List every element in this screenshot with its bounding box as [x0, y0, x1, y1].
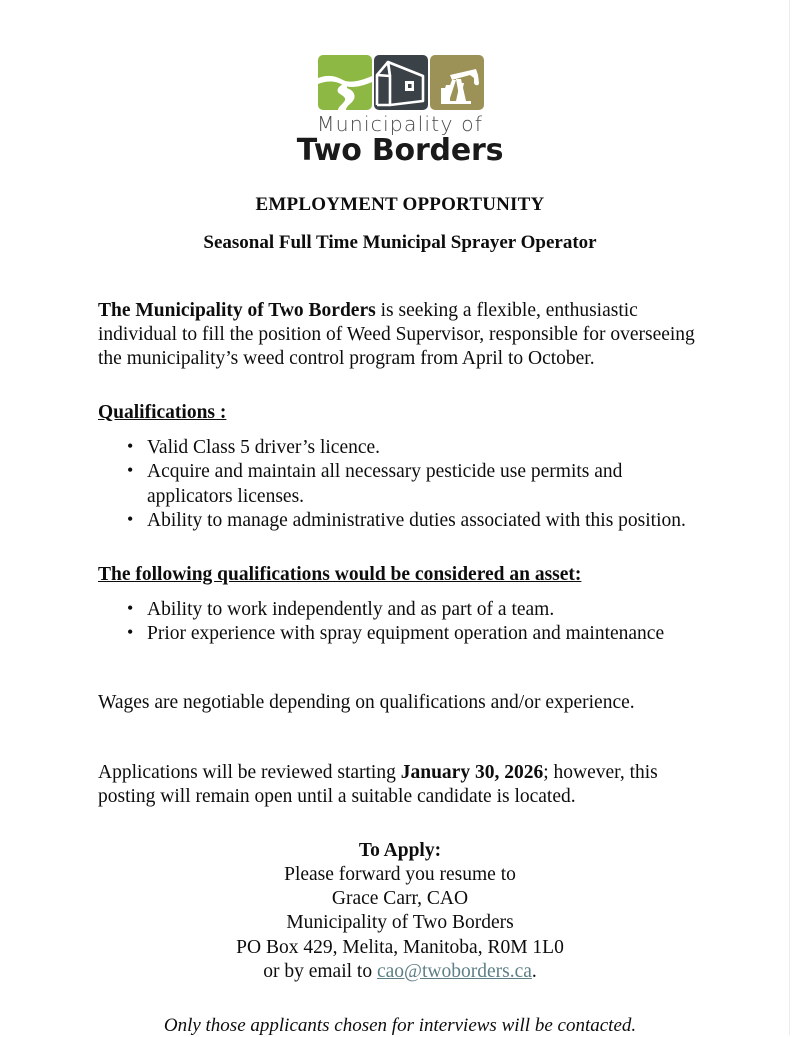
page-subtitle: Seasonal Full Time Municipal Sprayer Operator — [0, 216, 800, 254]
spacer — [98, 587, 702, 598]
qualifications-heading: Qualifications : — [98, 401, 702, 425]
logo-wordmark-bottom: Two Borders — [0, 136, 800, 166]
document-body — [98, 254, 702, 1037]
list-item: • Prior experience with spray equipment operation and maintenance — [98, 622, 702, 646]
rural-road-icon — [318, 55, 372, 110]
spacer — [98, 984, 702, 1014]
apply-email-suffix: . — [532, 961, 537, 982]
apply-contact-name: Grace Carr, CAO — [98, 887, 702, 911]
email-link[interactable]: cao@twoborders.ca — [377, 961, 532, 982]
list-item: • Ability to work independently and as part of a team. — [98, 598, 702, 622]
spacer — [98, 646, 702, 691]
applications-review-date: January 30, 2026 — [401, 762, 543, 783]
applications-paragraph — [98, 761, 702, 809]
logo-wordmark-top: Municipality of — [0, 114, 800, 135]
list-item: • Acquire and maintain all necessary pesticide use permits and applicators licenses. — [98, 460, 702, 508]
spacer — [98, 809, 702, 839]
apply-line-1: Please forward you resume to — [98, 863, 702, 887]
wages-paragraph: Wages are negotiable depending on qualifications and/or experience. — [98, 691, 702, 715]
apply-organization: Municipality of Two Borders — [98, 911, 702, 935]
assets-heading: The following qualifications would be considered an asset: — [98, 563, 702, 587]
spacer — [98, 371, 702, 401]
oil-pumpjack-icon — [430, 55, 484, 110]
spacer — [98, 716, 702, 761]
barn-building-icon — [374, 55, 428, 110]
municipality-logo — [0, 0, 800, 166]
assets-list — [98, 598, 702, 646]
spacer — [98, 254, 702, 299]
apply-heading: To Apply: — [98, 839, 702, 863]
applications-prefix: Applications will be reviewed starting — [98, 762, 401, 783]
apply-email-prefix: or by email to — [263, 961, 377, 982]
list-item: • Valid Class 5 driver’s licence. — [98, 436, 702, 460]
applications-suffix: ; however, this posting will remain open until a suitable candidate is located. — [98, 762, 658, 807]
spacer — [98, 533, 702, 563]
apply-block — [98, 839, 702, 984]
apply-mailing-address: PO Box 429, Melita, Manitoba, R0M 1L0 — [98, 936, 702, 960]
apply-email-line — [98, 960, 702, 984]
list-item: • Ability to manage administrative duties associated with this position. — [98, 509, 702, 533]
logo-wordmark — [0, 114, 800, 166]
logo-tile-group — [2, 55, 800, 110]
intro-bold-lead: The Municipality of Two Borders — [98, 300, 376, 321]
spacer — [98, 425, 702, 436]
qualifications-list — [98, 436, 702, 533]
intro-paragraph — [98, 299, 702, 372]
intro-rest: is seeking a flexible, enthusiastic individual to fill the position of Weed Supervisor, responsible for overseeing the municipality’s weed control program from April to October. — [98, 300, 695, 369]
closing-note: Only those applicants chosen for interviews will be contacted. — [98, 1014, 702, 1037]
page-title: EMPLOYMENT OPPORTUNITY — [0, 166, 800, 216]
